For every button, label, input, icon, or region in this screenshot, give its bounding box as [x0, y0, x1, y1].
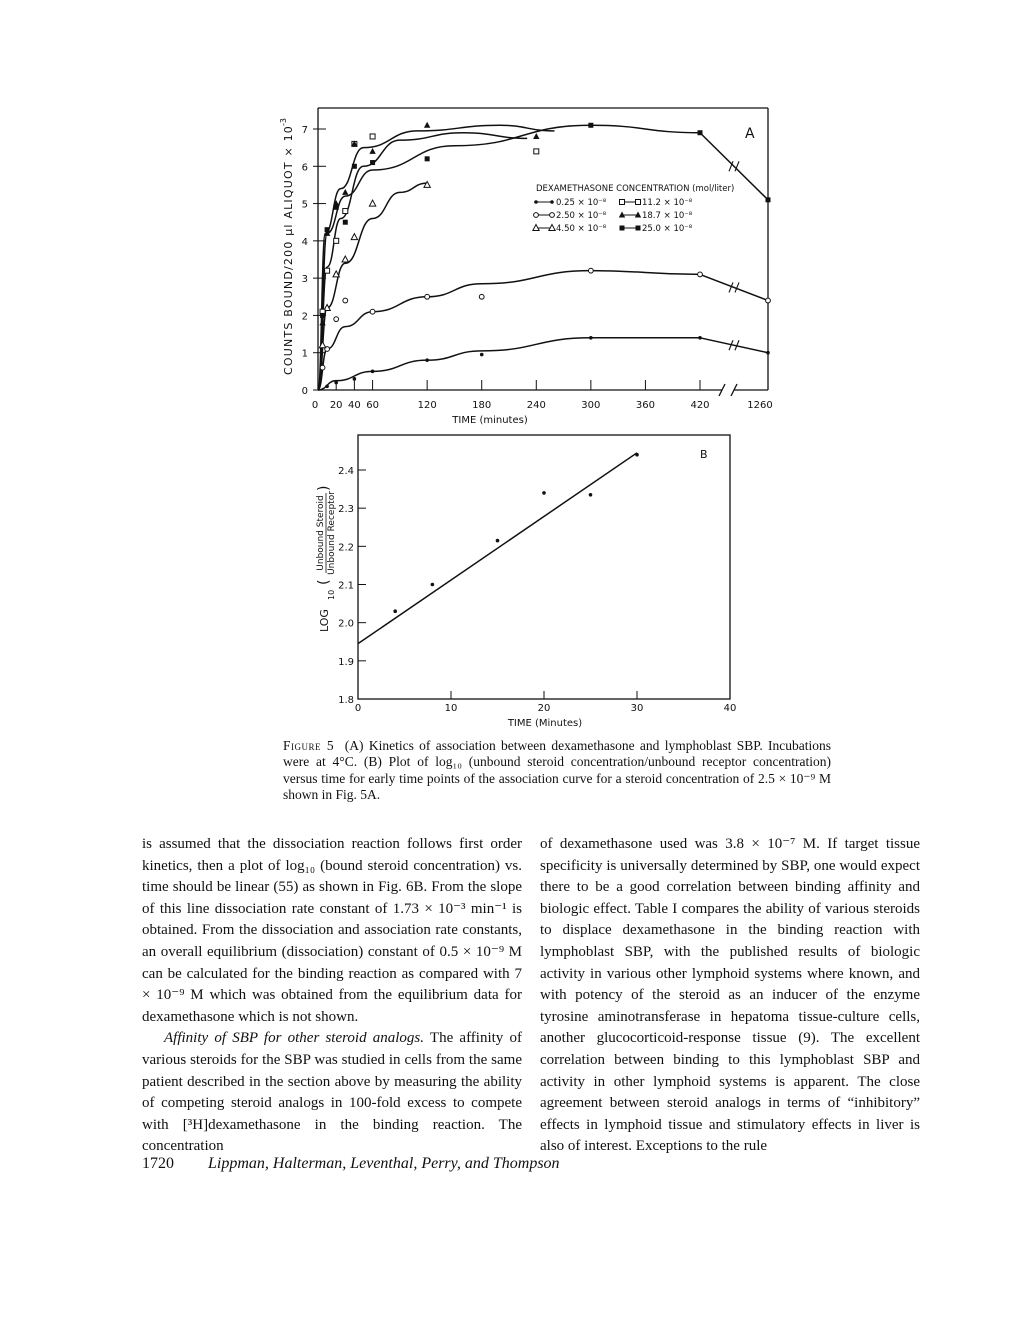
panel-a-data-point — [369, 200, 375, 206]
legend-swatch-marker — [550, 200, 554, 204]
panel-a-x-tick-label: 300 — [581, 400, 601, 411]
legend-title: DEXAMETHASONE CONCENTRATION (mol/liter) — [536, 184, 735, 194]
panel-b-y-tick-label: 1.9 — [338, 656, 354, 668]
panel-a-fit-curve — [318, 271, 700, 390]
panel-a-x-tick-label: 60 — [366, 400, 379, 411]
panel-b-y-tick-label: 1.8 — [338, 695, 354, 706]
panel-b-y-prefix: LOG — [318, 609, 331, 632]
body-column-right — [540, 834, 920, 1158]
panel-a-break-segment — [700, 274, 768, 300]
panel-b-x-tick-label: 30 — [630, 703, 644, 714]
panel-a-data-point — [480, 353, 484, 357]
page-number: 1720 — [142, 1155, 174, 1172]
panel-a-markers — [319, 122, 770, 388]
panel-a-x-tick-label: 120 — [417, 400, 437, 411]
panel-b-regression-line — [358, 453, 637, 644]
panel-a-data-point — [343, 298, 348, 303]
panel-a-fit-curve — [318, 125, 700, 390]
panel-a-data-point — [533, 133, 539, 139]
panel-a-legend — [533, 184, 735, 234]
legend-swatch-marker — [636, 226, 641, 231]
panel-a-x-ticks — [312, 380, 773, 411]
panel-b-x-axis-label: TIME (Minutes) — [507, 718, 583, 729]
panel-a-curves — [318, 125, 768, 390]
body-column-left — [142, 834, 522, 1158]
panel-a-data-point — [698, 336, 702, 340]
panel-a-y-tick-label: 1 — [301, 348, 308, 360]
panel-b-data-point — [431, 583, 435, 587]
panel-a-x-tick-label: 40 — [348, 400, 361, 411]
panel-a-y-tick-label: 7 — [301, 125, 308, 136]
panel-a-y-tick-label: 5 — [301, 199, 308, 211]
panel-b-y-numerator: Unbound Steroid — [316, 495, 326, 571]
panel-b-data-point — [635, 453, 639, 457]
panel-a-y-tick-label: 4 — [301, 236, 308, 248]
panel-a-break-segment — [700, 338, 768, 353]
panel-b-y-ticks — [338, 466, 366, 706]
panel-a-data-point — [766, 197, 771, 202]
legend-entry-label: 0.25 × 10⁻⁸ — [556, 198, 607, 208]
legend-entry-label: 11.2 × 10⁻⁸ — [642, 198, 693, 208]
panel-b-x-tick-label: 0 — [354, 703, 362, 714]
panel-b-data-point — [496, 539, 500, 543]
legend-items — [533, 198, 693, 234]
figure-caption-lead: Figure 5 — [283, 738, 335, 753]
panel-a-x-tick-label: 420 — [690, 400, 710, 411]
panel-b — [316, 435, 736, 729]
panel-a-data-point — [588, 268, 593, 273]
panel-a-data-point — [325, 268, 330, 273]
panel-a-x-tick-label: 360 — [635, 400, 655, 411]
panel-b-x-tick-label: 20 — [537, 703, 551, 714]
panel-a-data-point — [371, 370, 375, 374]
panel-a-data-point — [352, 164, 357, 169]
panel-a-y-tick-label: 0 — [301, 386, 308, 397]
panel-b-y-paren-close: ) — [316, 485, 332, 491]
legend-entry-label: 25.0 × 10⁻⁸ — [642, 224, 693, 234]
panel-b-y-paren-open: ( — [316, 579, 332, 585]
panel-a-y-axis-label-exponent: -3 — [279, 118, 288, 126]
panel-a-data-point — [424, 122, 430, 128]
panel-a-data-point — [698, 130, 703, 135]
panel-a-data-point — [342, 189, 348, 195]
panel-a-fit-curve — [318, 338, 700, 390]
legend-swatch-marker — [620, 200, 625, 205]
panel-b-data-point — [542, 491, 546, 495]
panel-a-y-tick-label: 2 — [301, 311, 308, 323]
panel-a-data-point — [589, 336, 593, 340]
body-paragraph: of dexamethasone used was 3.8 × 10⁻⁷ M. If target tissue specificity is universally determined by SBP, one would expect there to be a good correlation between binding affinity and biologic effect. Table I compares the ability of various steroids to displace dexamethasone in the binding reaction with lymphoblast SBP, with the published results of biologic activity in various other lymphoid systems where known, and with potency of the steroid as an inducer of the enzyme tyrosine aminotransferase in hepatoma tissue-culture cells, another glucocorticoid-response tissue (9). The excellent correlation between binding to this lymphoblast SBP and activity in other lymphoid systems is apparent. The close agreement between steroid analogs in terms of “inhibitory” effects in lymphoid tissue and stimulatory effects in liver is also of interest. Exceptions to the rule — [540, 836, 920, 1155]
panel-a-data-point — [370, 134, 375, 139]
panel-a-data-point — [479, 294, 484, 299]
legend-entry-label: 18.7 × 10⁻⁸ — [642, 211, 693, 221]
figure-caption-text: (A) Kinetics of association between dexamethasone and lymphoblast SBP. Incubations were at 4°C. (B) Plot of log₁₀ (unbound steroid concentration/unbound receptor concentration) versus time for early time points of the association curve for a steroid concentration of 2.5 × 10⁻⁹ M shown in Fig. 5A. — [283, 738, 832, 803]
panel-a-data-point — [766, 351, 770, 355]
panel-a-y-tick-label: 3 — [301, 274, 308, 286]
legend-swatch-marker — [636, 200, 641, 205]
panel-b-y-tick-label: 2.2 — [338, 542, 354, 554]
panel-b-data-point — [589, 493, 593, 497]
panel-a-x-tick-label: 1260 — [747, 400, 773, 411]
panel-b-y-denominator: Unbound Receptor — [327, 491, 337, 575]
panel-b-y-prefix-sub: 10 — [327, 589, 336, 600]
panel-b-y-tick-label: 2.4 — [338, 466, 354, 477]
panel-a-data-point — [325, 384, 329, 388]
panel-b-x-ticks — [355, 691, 737, 714]
panel-a-data-point — [334, 381, 338, 385]
panel-a — [279, 108, 773, 426]
panel-a-data-point — [334, 238, 339, 243]
body-paragraph: is assumed that the dissociation reaction follows first order kinetics, then a plot of log₁₀ (bound steroid concentration) vs. time should be linear (55) as shown in Fig. 6B. From the slope of this line dissociation rate constant of 1.73 × 10⁻³ min⁻¹ is obtained. From the dissociation and association rate constants, an overall equilibrium (dissociation) constant of 0.5 × 10⁻⁹ M can be calculated for the binding reaction as compared with 7 × 10⁻⁹ M which was obtained from the equilibrium data for dexamethasone which is not shown. — [142, 836, 522, 1025]
panel-a-data-point — [334, 205, 339, 210]
panel-a-y-axis-label-group — [279, 118, 295, 375]
panel-a-label: A — [745, 126, 755, 142]
panel-a-data-point — [342, 256, 348, 262]
panel-b-label: B — [700, 448, 708, 461]
body-paragraph-text: The affinity of various steroids for the SBP was studied in cells from the same patient described in the section above by measuring the ability of competing steroid analogs in 100-fold excess to compete with [³H]dexamethasone in the binding reaction. The concentration — [142, 1030, 522, 1155]
panel-b-y-tick-label: 2.1 — [338, 580, 354, 592]
panel-a-x-tick-label: 180 — [472, 400, 492, 411]
panel-a-y-axis-label: COUNTS BOUND/200 µl ALIQUOT × 10 — [282, 125, 295, 375]
panel-b-y-axis-label-group — [316, 486, 337, 632]
figure-caption — [283, 738, 831, 804]
body-paragraph — [142, 1028, 522, 1158]
panel-a-data-point — [425, 358, 429, 362]
panel-a-x-tick-label: 20 — [329, 400, 343, 411]
panel-b-y-tick-label: 2.0 — [338, 618, 354, 630]
panel-a-data-point — [320, 365, 325, 370]
panel-a-data-point — [320, 313, 325, 318]
page-footer — [142, 1155, 560, 1173]
panel-a-data-point — [425, 156, 430, 161]
panel-a-data-point — [370, 309, 375, 314]
panel-a-data-point — [424, 181, 430, 187]
panel-a-x-tick-label: 240 — [526, 400, 546, 411]
panel-a-y-tick-label: 6 — [301, 162, 308, 174]
panel-a-x-tick-label: 0 — [311, 400, 319, 411]
panel-a-fit-curve — [318, 183, 427, 390]
legend-swatch-marker — [620, 226, 625, 231]
legend-entry-label: 2.50 × 10⁻⁸ — [556, 211, 607, 221]
panel-a-data-point — [425, 294, 430, 299]
panel-a-data-point — [353, 377, 357, 381]
legend-swatch-marker — [534, 213, 539, 218]
panel-a-data-point — [766, 298, 771, 303]
panel-a-data-point — [334, 317, 339, 322]
panel-b-data-point — [393, 609, 397, 613]
legend-swatch-marker — [550, 213, 555, 218]
panel-a-data-point — [588, 123, 593, 128]
section-heading: Affinity of SBP for other steroid analogs. — [164, 1030, 425, 1047]
panel-a-x-axis-label: TIME (minutes) — [452, 415, 528, 426]
legend-entry-label: 4.50 × 10⁻⁸ — [556, 224, 607, 234]
panel-a-data-point — [343, 220, 348, 225]
panel-a-data-point — [698, 272, 703, 277]
panel-b-frame — [358, 435, 730, 699]
panel-a-data-point — [369, 148, 375, 154]
panel-b-x-tick-label: 40 — [723, 703, 737, 714]
panel-a-data-point — [370, 160, 375, 165]
panel-b-y-tick-label: 2.3 — [338, 504, 354, 516]
panel-a-data-point — [534, 149, 539, 154]
author-list: Lippman, Halterman, Leventhal, Perry, and Thompson — [208, 1155, 560, 1172]
legend-swatch-marker — [534, 200, 538, 204]
panel-a-data-point — [343, 209, 348, 214]
panel-a-data-point — [325, 227, 330, 232]
panel-b-x-tick-label: 10 — [444, 703, 458, 714]
panel-a-data-point — [351, 234, 357, 240]
